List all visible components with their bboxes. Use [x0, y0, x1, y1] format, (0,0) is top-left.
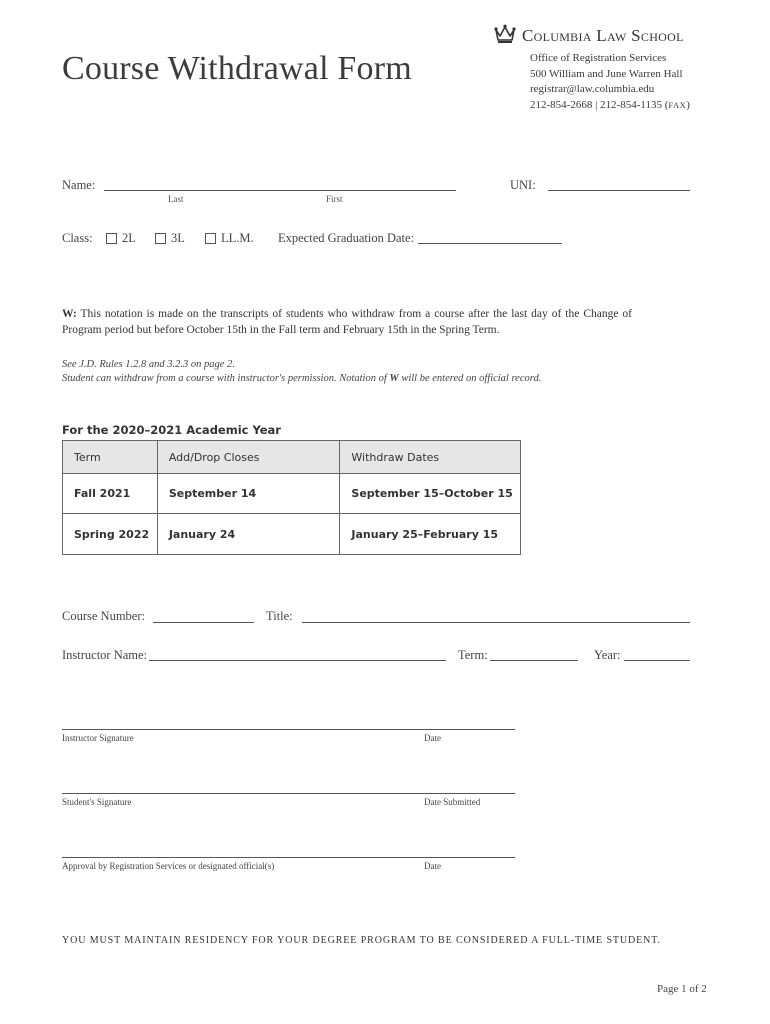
class-2l-checkbox[interactable] — [106, 233, 117, 244]
approval-signature-label: Approval by Registration Services or designated official(s) — [62, 861, 275, 871]
year-field[interactable] — [624, 660, 690, 661]
fax-label: FAX — [668, 99, 687, 110]
student-signature-label: Student's Signature — [62, 797, 132, 807]
office-email[interactable]: registrar@law.columbia.edu — [530, 83, 655, 95]
office-phone-line: 212-854-2668 | 212-854-1135 (FAX) — [530, 98, 690, 111]
office-phone: 212-854-2668 | 212-854-1135 — [530, 98, 662, 111]
table-header-cell: Withdraw Dates — [340, 441, 521, 474]
office-address: 500 William and June Warren Hall — [530, 67, 683, 80]
instructor-signature-label: Instructor Signature — [62, 733, 134, 743]
instructor-signature-line[interactable] — [62, 729, 515, 730]
approval-signature-line[interactable] — [62, 857, 515, 858]
w-notation-letter: W: — [62, 308, 77, 320]
instructor-name-label: Instructor Name: — [62, 648, 148, 662]
crown-icon — [494, 24, 516, 44]
class-label: Class: — [62, 231, 93, 245]
class-llm-checkbox[interactable] — [205, 233, 216, 244]
graduation-date-field[interactable] — [418, 243, 562, 244]
table-cell: Spring 2022 — [63, 514, 158, 555]
table-cell: September 15–October 15 — [340, 474, 521, 514]
instructor-date-label: Date — [424, 733, 441, 743]
class-3l-label: 3L — [171, 231, 185, 245]
name-field[interactable] — [104, 190, 456, 191]
table-cell: Fall 2021 — [63, 474, 158, 514]
class-3l-checkbox[interactable] — [155, 233, 166, 244]
academic-year-heading: For the 2020–2021 Academic Year — [62, 423, 281, 437]
permission-note: Student can withdraw from a course with instructor's permission. Notation of W will be entered on official record. — [62, 373, 542, 384]
course-number-label: Course Number: — [62, 609, 145, 623]
course-title-field[interactable] — [302, 622, 690, 623]
class-2l-label: 2L — [122, 231, 136, 245]
year-label: Year: — [594, 648, 621, 662]
table-row — [63, 474, 521, 514]
table-header-cell: Term — [63, 441, 158, 474]
residency-notice: YOU MUST MAINTAIN RESIDENCY FOR YOUR DEGREE PROGRAM TO BE CONSIDERED A FULL-TIME STUDENT. — [62, 935, 661, 946]
withdraw-dates-table — [62, 440, 521, 555]
term-field[interactable] — [490, 660, 578, 661]
uni-label: UNI: — [510, 178, 536, 192]
course-number-field[interactable] — [153, 622, 254, 623]
course-title-label: Title: — [266, 609, 293, 623]
table-cell: September 14 — [157, 474, 340, 514]
last-name-caption: Last — [168, 194, 184, 204]
term-label: Term: — [458, 648, 488, 662]
name-label: Name: — [62, 178, 96, 192]
date-submitted-label: Date Submitted — [424, 797, 481, 807]
table-cell: January 24 — [157, 514, 340, 555]
withdrawal-notation-text: W: This notation is made on the transcripts of students who withdraw from a course after the last day of the Change of Program period but before October 15th in the Fall term and February 15th in the Spring Term. — [62, 308, 632, 336]
form-title: Course Withdrawal Form — [62, 50, 412, 87]
student-signature-line[interactable] — [62, 793, 515, 794]
office-name: Office of Registration Services — [530, 52, 667, 64]
first-name-caption: First — [326, 194, 343, 204]
uni-field[interactable] — [548, 190, 690, 191]
approval-date-label: Date — [424, 861, 441, 871]
instructor-name-field[interactable] — [149, 660, 446, 661]
table-header-row — [63, 441, 521, 474]
table-header-cell: Add/Drop Closes — [157, 441, 340, 474]
table-row — [63, 514, 521, 555]
rules-reference: See J.D. Rules 1.2.8 and 3.2.3 on page 2. — [62, 359, 235, 370]
class-llm-label: LL.M. — [221, 231, 254, 245]
school-name: Columbia Law School — [522, 26, 684, 45]
table-cell: January 25–February 15 — [340, 514, 521, 555]
office-contact — [530, 51, 690, 113]
permission-w: W — [389, 373, 399, 384]
graduation-date-label: Expected Graduation Date: — [278, 231, 415, 245]
page-number: Page 1 of 2 — [657, 983, 707, 995]
